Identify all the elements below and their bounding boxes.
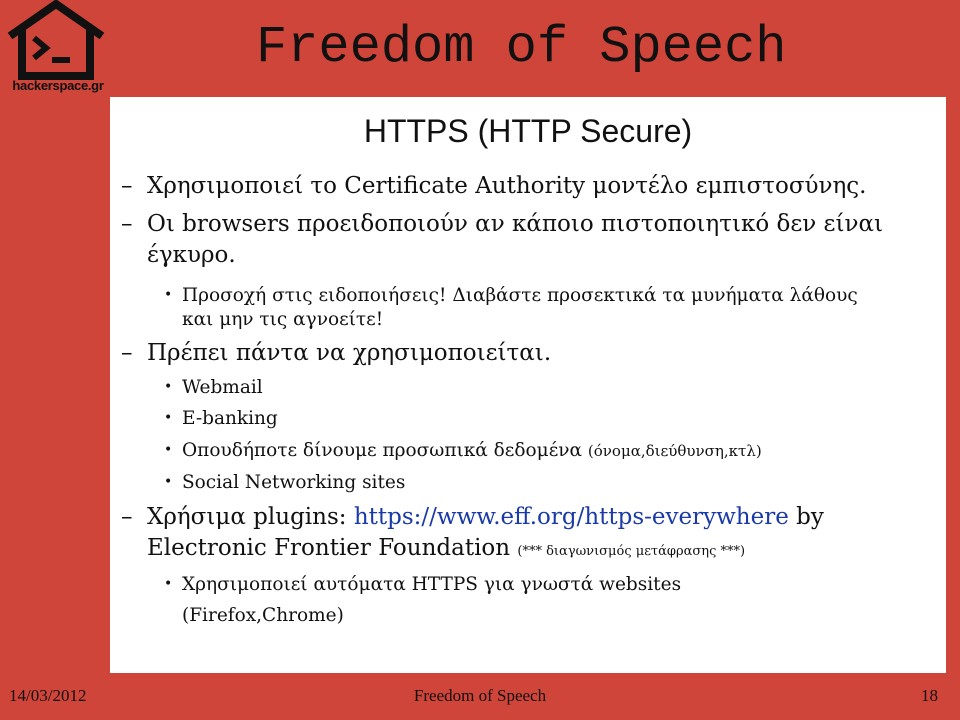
item-text: (Firefox,Chrome) [182,605,344,626]
list-item [164,569,922,600]
item-note: (*** διαγωνισμός μετάφρασης ***) [517,544,746,559]
item-text: Χρήσιμα plugins: [147,504,354,530]
item-text: έγκυρο. [147,242,236,268]
header-title: Freedom of Speech [256,18,787,77]
item-text: E-banking [182,408,278,429]
dash-bullet: – [121,504,133,530]
list-item [164,435,922,467]
item-text: Χρησιμοποιεί το Certificate Authority μοντέλο εμπιστοσύνης. [147,173,867,199]
list-item [121,502,927,533]
slide-content [110,97,946,673]
page-number: 18 [921,686,938,705]
item-text: και μην τις αγνοείτε! [182,309,384,330]
list-item-continued [147,533,927,567]
list-item [121,338,927,369]
hackerspace-logo [4,0,108,98]
dot-bullet: • [164,410,173,426]
dash-bullet: – [121,340,133,366]
footer [0,686,960,710]
item-text-by: by [788,504,824,530]
item-note: (όνομα,διεύθυνση,κτλ) [587,442,762,460]
slide-heading: HTTPS (HTTP Secure) [363,113,693,149]
list-item [121,171,927,202]
dot-bullet: • [164,576,173,592]
dot-bullet: • [164,442,173,458]
dot-bullet: • [164,474,173,490]
list-item [121,209,927,240]
list-item-continued [147,240,927,271]
item-text: Webmail [182,377,263,398]
dot-bullet: • [164,287,173,303]
logo-text: hackerspace.gr [12,78,104,93]
house-terminal-icon [4,0,108,80]
item-text: Προσοχή στις ειδοποιήσεις! Διαβάστε προσεκτικά τα μυνήματα λάθους [182,285,858,306]
list-item-continued [182,600,922,631]
item-text: Χρησιμοποιεί αυτόματα HTTPS για γνωστά websites [182,574,682,595]
footer-title: Freedom of Speech [413,686,547,705]
list-item [164,372,922,403]
footer-date: 14/03/2012 [9,686,87,705]
item-text: Social Networking sites [182,472,406,493]
item-text: Πρέπει πάντα να χρησιμοποιείται. [147,340,552,366]
list-item [164,467,922,498]
item-text: Οπουδήποτε δίνουμε προσωπικά δεδομένα [182,440,583,461]
list-item [164,403,922,434]
list-item-continued [182,304,922,335]
dot-bullet: • [164,379,173,395]
dash-bullet: – [121,173,133,199]
item-text: Οι browsers προειδοποιούν αν κάποιο πιστοποιητικό δεν είναι [147,211,884,237]
dash-bullet: – [121,211,133,237]
item-text: Electronic Frontier Foundation [147,535,511,561]
eff-link[interactable]: https://www.eff.org/https-everywhere [353,504,789,530]
